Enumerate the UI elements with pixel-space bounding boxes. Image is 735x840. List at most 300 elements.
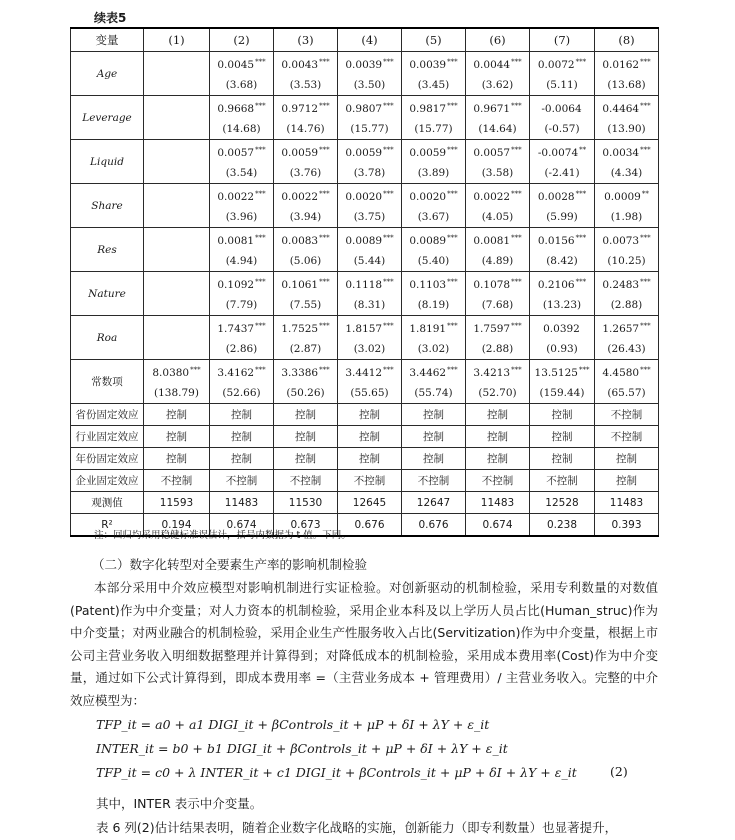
coefficient-value: 1.7437 bbox=[217, 323, 255, 335]
table-cell: 不控制 bbox=[530, 470, 595, 492]
body-paragraph: 本部分采用中介效应模型对影响机制进行实证检验。对创新驱动的机制检验，采用专利数量的对数值(Patent)作为中介变量；对人力资本的机制检验，采用企业本科及以上学历人员占比(Human_struc)作为中介变量；对两业融合的机制检验，采用企业生产性服务收入占比(Servitization)作为中介变量，根据上市公司主营业务收入明细数据整理并计算得到；对降低成本的机制检验，采用成本费用率(Cost)作为中介变量，通过如下公式计算得到，即成本费用率 =（主营业务成本 + 管理费用）/ 主营业务收入。完整的中介效应模型为： bbox=[70, 580, 658, 708]
significance-stars: *** bbox=[575, 278, 587, 286]
body-line: 表 6 列(2)估计结果表明，随着企业数字化战略的实施，创新能力（即专利数量）也显著提升， bbox=[96, 820, 618, 835]
t-statistic: (3.02) bbox=[417, 343, 450, 355]
coefficient-value: 0.1092 bbox=[217, 279, 255, 291]
t-statistic: (5.99) bbox=[546, 211, 578, 223]
table-cell: 不控制 bbox=[274, 470, 338, 492]
significance-stars: *** bbox=[511, 190, 522, 198]
row-label: 年份固定效应 bbox=[71, 448, 144, 470]
significance-stars: *** bbox=[319, 190, 330, 198]
coefficient-value: 0.9668 bbox=[217, 103, 255, 115]
coefficient-value: 0.1078 bbox=[473, 279, 511, 291]
significance-stars: *** bbox=[511, 146, 522, 154]
header-cell: (6) bbox=[466, 28, 530, 52]
t-statistic: (1.98) bbox=[610, 211, 643, 223]
coefficient-cell bbox=[144, 360, 210, 404]
coefficient-value: 1.8157 bbox=[345, 323, 383, 335]
significance-stars: *** bbox=[447, 58, 458, 66]
header-cell: (1) bbox=[144, 28, 210, 52]
variable-name: 常数项 bbox=[71, 360, 144, 404]
table-cell: 控制 bbox=[402, 404, 466, 426]
t-statistic: (3.67) bbox=[417, 211, 450, 223]
coefficient-cell bbox=[144, 228, 210, 272]
significance-stars: *** bbox=[640, 234, 651, 242]
coefficient-cell bbox=[338, 52, 402, 96]
table-row bbox=[71, 228, 659, 272]
table-cell: 12528 bbox=[530, 492, 595, 514]
coefficient-value: 0.0022 bbox=[473, 191, 511, 203]
coefficient-value: 0.0039 bbox=[345, 59, 383, 71]
significance-stars: *** bbox=[383, 234, 394, 242]
coefficient-cell bbox=[530, 52, 595, 96]
coefficient-cell bbox=[530, 96, 595, 140]
table-cell: 控制 bbox=[338, 404, 402, 426]
coefficient-value: 1.7597 bbox=[473, 323, 511, 335]
coefficient-cell bbox=[274, 52, 338, 96]
table-row bbox=[71, 272, 659, 316]
table-row bbox=[71, 448, 659, 470]
coefficient-value: 8.0380 bbox=[152, 367, 190, 379]
t-statistic: (13.90) bbox=[607, 123, 646, 135]
coefficient-cell bbox=[338, 316, 402, 360]
t-statistic: (7.55) bbox=[289, 299, 322, 311]
row-label: 行业固定效应 bbox=[71, 426, 144, 448]
coefficient-cell bbox=[595, 184, 659, 228]
coefficient-cell bbox=[530, 272, 595, 316]
coefficient-value: 0.0089 bbox=[345, 235, 383, 247]
coefficient-cell bbox=[595, 228, 659, 272]
coefficient-value: 3.4412 bbox=[345, 367, 383, 379]
coefficient-cell bbox=[338, 140, 402, 184]
coefficient-value: 0.0020 bbox=[409, 191, 447, 203]
coefficient-value: 0.0089 bbox=[409, 235, 447, 247]
coefficient-value: 0.0022 bbox=[281, 191, 319, 203]
t-statistic: (3.78) bbox=[353, 167, 386, 179]
table-cell: 11530 bbox=[274, 492, 338, 514]
significance-stars: *** bbox=[511, 366, 522, 374]
coefficient-value: 0.0059 bbox=[409, 147, 447, 159]
t-statistic: (14.76) bbox=[286, 123, 325, 135]
table-cell: 0.676 bbox=[338, 514, 402, 537]
coefficient-value: 0.4464 bbox=[602, 103, 640, 115]
t-statistic: (15.77) bbox=[414, 123, 453, 135]
coefficient-value: 0.9807 bbox=[345, 103, 383, 115]
t-statistic: (7.79) bbox=[225, 299, 258, 311]
significance-stars: *** bbox=[511, 102, 522, 110]
significance-stars: *** bbox=[319, 146, 330, 154]
coefficient-cell bbox=[595, 96, 659, 140]
table-cell: 0.393 bbox=[595, 514, 659, 537]
significance-stars: ** bbox=[641, 190, 649, 198]
header-cell: (7) bbox=[530, 28, 595, 52]
coefficient-cell bbox=[210, 272, 274, 316]
table-cell: 控制 bbox=[530, 426, 595, 448]
coefficient-value: 3.4213 bbox=[473, 367, 511, 379]
t-statistic: (5.06) bbox=[289, 255, 322, 267]
significance-stars: *** bbox=[319, 102, 330, 110]
significance-stars: *** bbox=[383, 322, 394, 330]
significance-stars: *** bbox=[255, 322, 266, 330]
significance-stars: *** bbox=[319, 234, 330, 242]
coefficient-value: 0.0045 bbox=[217, 59, 255, 71]
t-statistic: (-0.57) bbox=[544, 123, 580, 135]
coefficient-cell bbox=[210, 96, 274, 140]
significance-stars: *** bbox=[511, 58, 522, 66]
t-statistic: (7.68) bbox=[481, 299, 514, 311]
t-statistic: (3.02) bbox=[353, 343, 386, 355]
table-row bbox=[71, 140, 659, 184]
section-title: （二）数字化转型对全要素生产率的影响机制检验 bbox=[92, 557, 368, 572]
coefficient-cell bbox=[466, 272, 530, 316]
table-cell: 控制 bbox=[402, 448, 466, 470]
significance-stars: *** bbox=[255, 58, 266, 66]
table-cell: 不控制 bbox=[595, 426, 659, 448]
coefficient-cell bbox=[530, 316, 595, 360]
significance-stars: *** bbox=[640, 366, 651, 374]
coefficient-value: 0.0156 bbox=[537, 235, 575, 247]
t-statistic: (8.31) bbox=[353, 299, 386, 311]
coefficient-cell bbox=[466, 228, 530, 272]
t-statistic: (2.87) bbox=[289, 343, 322, 355]
coefficient-value: 0.0034 bbox=[602, 147, 640, 159]
significance-stars: *** bbox=[319, 366, 330, 374]
coefficient-cell bbox=[144, 184, 210, 228]
coefficient-value: -0.0074 bbox=[537, 147, 579, 159]
coefficient-value: 4.4580 bbox=[602, 367, 640, 379]
significance-stars: *** bbox=[383, 366, 394, 374]
row-label: R² bbox=[71, 514, 144, 537]
table-cell: 11483 bbox=[466, 492, 530, 514]
coefficient-value: 0.0083 bbox=[281, 235, 319, 247]
t-statistic: (159.44) bbox=[539, 387, 585, 399]
significance-stars: *** bbox=[640, 102, 651, 110]
t-statistic: (3.96) bbox=[225, 211, 258, 223]
significance-stars: *** bbox=[640, 278, 651, 286]
coefficient-cell bbox=[402, 360, 466, 404]
table-cell: 控制 bbox=[274, 426, 338, 448]
significance-stars: *** bbox=[575, 234, 587, 242]
coefficient-value: 0.1061 bbox=[281, 279, 319, 291]
table-cell: 0.194 bbox=[144, 514, 210, 537]
coefficient-cell bbox=[274, 272, 338, 316]
coefficient-value: 0.0044 bbox=[473, 59, 511, 71]
coefficient-cell bbox=[402, 272, 466, 316]
equation-inter: INTER_it = b0 + b1 DIGI_it + βControls_it + μP + δI + λY + ε_it bbox=[96, 741, 508, 756]
header-cell: (5) bbox=[402, 28, 466, 52]
coefficient-cell bbox=[466, 316, 530, 360]
coefficient-value: 0.0028 bbox=[537, 191, 575, 203]
variable-name: Liquid bbox=[71, 140, 144, 184]
coefficient-value: 0.0081 bbox=[217, 235, 255, 247]
t-statistic: (52.66) bbox=[222, 387, 261, 399]
significance-stars: *** bbox=[511, 234, 522, 242]
table-cell: 11483 bbox=[210, 492, 274, 514]
coefficient-value: 0.1118 bbox=[345, 279, 383, 291]
coefficient-cell bbox=[274, 96, 338, 140]
t-statistic: (0.93) bbox=[546, 343, 578, 355]
significance-stars: *** bbox=[447, 190, 458, 198]
variable-name: Roa bbox=[71, 316, 144, 360]
coefficient-value: 0.1103 bbox=[409, 279, 447, 291]
equation-number: (2) bbox=[610, 764, 628, 779]
equation-tfp-mediated: TFP_it = c0 + λ INTER_it + c1 DIGI_it + βControls_it + μP + δI + λY + ε_it bbox=[96, 765, 577, 780]
table-cell: 控制 bbox=[144, 448, 210, 470]
table-row bbox=[71, 492, 659, 514]
coefficient-cell bbox=[210, 184, 274, 228]
coefficient-cell bbox=[466, 140, 530, 184]
t-statistic: (3.68) bbox=[225, 79, 258, 91]
significance-stars: *** bbox=[255, 146, 266, 154]
table-row bbox=[71, 52, 659, 96]
table-row bbox=[71, 316, 659, 360]
significance-stars: *** bbox=[383, 190, 394, 198]
variable-name: Leverage bbox=[71, 96, 144, 140]
coefficient-cell bbox=[144, 140, 210, 184]
t-statistic: (8.19) bbox=[417, 299, 450, 311]
coefficient-value: 0.0039 bbox=[409, 59, 447, 71]
significance-stars: *** bbox=[578, 366, 590, 374]
coefficient-cell bbox=[402, 184, 466, 228]
table-cell: 控制 bbox=[210, 426, 274, 448]
significance-stars: *** bbox=[383, 102, 394, 110]
coefficient-value: 0.2483 bbox=[602, 279, 640, 291]
coefficient-value: 0.0392 bbox=[543, 323, 580, 335]
table-cell: 0.674 bbox=[466, 514, 530, 537]
t-statistic: (5.40) bbox=[417, 255, 450, 267]
significance-stars: *** bbox=[575, 58, 587, 66]
variable-name: Share bbox=[71, 184, 144, 228]
table-note: 注：回归均采用稳健标准误估计，括号内数据为 t 值。下同。 bbox=[94, 530, 351, 541]
header-cell: (8) bbox=[595, 28, 659, 52]
coefficient-cell bbox=[595, 52, 659, 96]
coefficient-value: 0.0022 bbox=[217, 191, 255, 203]
t-statistic: (3.62) bbox=[481, 79, 514, 91]
significance-stars: *** bbox=[640, 322, 651, 330]
t-statistic: (3.45) bbox=[417, 79, 450, 91]
table-cell: 控制 bbox=[466, 426, 530, 448]
t-statistic: (5.11) bbox=[546, 79, 578, 91]
row-label: 省份固定效应 bbox=[71, 404, 144, 426]
table-cell: 控制 bbox=[530, 448, 595, 470]
t-statistic: (13.23) bbox=[542, 299, 582, 311]
significance-stars: *** bbox=[447, 366, 458, 374]
coefficient-cell bbox=[274, 316, 338, 360]
table-cell: 控制 bbox=[466, 448, 530, 470]
significance-stars: *** bbox=[383, 278, 394, 286]
row-label: 企业固定效应 bbox=[71, 470, 144, 492]
coefficient-value: 3.4462 bbox=[409, 367, 447, 379]
coefficient-cell bbox=[210, 360, 274, 404]
coefficient-value: 0.0072 bbox=[537, 59, 575, 71]
significance-stars: *** bbox=[255, 278, 266, 286]
table-cell: 不控制 bbox=[210, 470, 274, 492]
header-cell: 变量 bbox=[71, 28, 144, 52]
t-statistic: (55.65) bbox=[350, 387, 389, 399]
coefficient-cell bbox=[144, 52, 210, 96]
table-cell: 0.676 bbox=[402, 514, 466, 537]
table-cell: 控制 bbox=[274, 404, 338, 426]
t-statistic: (15.77) bbox=[350, 123, 389, 135]
variable-name: Nature bbox=[71, 272, 144, 316]
coefficient-value: 3.4162 bbox=[217, 367, 255, 379]
t-statistic: (4.94) bbox=[225, 255, 258, 267]
table-cell: 控制 bbox=[402, 426, 466, 448]
t-statistic: (4.89) bbox=[481, 255, 514, 267]
coefficient-value: 1.2657 bbox=[602, 323, 640, 335]
coefficient-value: 1.8191 bbox=[409, 323, 447, 335]
t-statistic: (55.74) bbox=[414, 387, 453, 399]
significance-stars: ** bbox=[579, 146, 587, 154]
coefficient-value: 0.0162 bbox=[602, 59, 640, 71]
coefficient-value: 13.5125 bbox=[534, 367, 578, 379]
coefficient-value: 0.9671 bbox=[473, 103, 511, 115]
coefficient-value: 0.0020 bbox=[345, 191, 383, 203]
coefficient-cell bbox=[530, 140, 595, 184]
table-cell: 控制 bbox=[466, 404, 530, 426]
table-cell: 不控制 bbox=[402, 470, 466, 492]
equation-tfp: TFP_it = a0 + a1 DIGI_it + βControls_it + μP + δI + λY + ε_it bbox=[96, 717, 490, 732]
significance-stars: *** bbox=[383, 146, 394, 154]
coefficient-cell bbox=[466, 360, 530, 404]
coefficient-cell bbox=[466, 184, 530, 228]
t-statistic: (3.94) bbox=[289, 211, 322, 223]
coefficient-value: 0.0009 bbox=[604, 191, 641, 203]
coefficient-value: 0.9817 bbox=[409, 103, 447, 115]
table-cell: 12645 bbox=[338, 492, 402, 514]
table-row bbox=[71, 404, 659, 426]
regression-table bbox=[70, 27, 659, 537]
t-statistic: (26.43) bbox=[607, 343, 646, 355]
row-label: 观测值 bbox=[71, 492, 144, 514]
coefficient-cell bbox=[210, 316, 274, 360]
coefficient-cell bbox=[402, 316, 466, 360]
table-cell: 11593 bbox=[144, 492, 210, 514]
table-header-row bbox=[71, 28, 659, 52]
coefficient-cell bbox=[530, 228, 595, 272]
table-row bbox=[71, 96, 659, 140]
t-statistic: (8.42) bbox=[546, 255, 578, 267]
coefficient-cell bbox=[144, 272, 210, 316]
table-cell: 不控制 bbox=[144, 470, 210, 492]
t-statistic: (14.68) bbox=[222, 123, 261, 135]
table-cell: 11483 bbox=[595, 492, 659, 514]
header-cell: (4) bbox=[338, 28, 402, 52]
table-cell: 控制 bbox=[210, 404, 274, 426]
t-statistic: (52.70) bbox=[478, 387, 517, 399]
coefficient-cell bbox=[144, 96, 210, 140]
coefficient-cell bbox=[274, 140, 338, 184]
significance-stars: *** bbox=[447, 278, 458, 286]
coefficient-cell bbox=[402, 96, 466, 140]
significance-stars: *** bbox=[255, 234, 266, 242]
t-statistic: (10.25) bbox=[607, 255, 646, 267]
t-statistic: (5.44) bbox=[353, 255, 386, 267]
coefficient-value: 0.0059 bbox=[345, 147, 383, 159]
table-row bbox=[71, 426, 659, 448]
body-line: 其中，INTER 表示中介变量。 bbox=[96, 796, 263, 811]
coefficient-value: 0.0073 bbox=[602, 235, 640, 247]
significance-stars: *** bbox=[447, 234, 458, 242]
table-cell: 控制 bbox=[595, 448, 659, 470]
significance-stars: *** bbox=[447, 146, 458, 154]
coefficient-value: 0.2106 bbox=[537, 279, 575, 291]
table-cell: 不控制 bbox=[595, 404, 659, 426]
significance-stars: *** bbox=[511, 278, 522, 286]
significance-stars: *** bbox=[255, 102, 266, 110]
coefficient-cell bbox=[595, 140, 659, 184]
t-statistic: (4.05) bbox=[481, 211, 514, 223]
table-cell: 控制 bbox=[274, 448, 338, 470]
table-row bbox=[71, 184, 659, 228]
coefficient-cell bbox=[402, 228, 466, 272]
t-statistic: (14.64) bbox=[478, 123, 517, 135]
coefficient-cell bbox=[274, 360, 338, 404]
coefficient-value: 3.3386 bbox=[281, 367, 319, 379]
coefficient-cell bbox=[595, 316, 659, 360]
coefficient-cell bbox=[402, 140, 466, 184]
t-statistic: (3.54) bbox=[225, 167, 258, 179]
table-row bbox=[71, 360, 659, 404]
coefficient-cell bbox=[466, 52, 530, 96]
table-cell: 不控制 bbox=[466, 470, 530, 492]
table-row bbox=[71, 470, 659, 492]
table-cell: 0.674 bbox=[210, 514, 274, 537]
header-cell: (2) bbox=[210, 28, 274, 52]
table-cell: 控制 bbox=[595, 470, 659, 492]
coefficient-cell bbox=[338, 272, 402, 316]
table-cell: 控制 bbox=[144, 404, 210, 426]
header-cell: (3) bbox=[274, 28, 338, 52]
coefficient-cell bbox=[144, 316, 210, 360]
t-statistic: (-2.41) bbox=[544, 167, 580, 179]
t-statistic: (2.88) bbox=[610, 299, 643, 311]
coefficient-cell bbox=[530, 184, 595, 228]
table-cell: 不控制 bbox=[338, 470, 402, 492]
coefficient-cell bbox=[274, 184, 338, 228]
coefficient-cell bbox=[338, 228, 402, 272]
t-statistic: (2.86) bbox=[225, 343, 258, 355]
coefficient-cell bbox=[338, 96, 402, 140]
t-statistic: (3.89) bbox=[417, 167, 450, 179]
coefficient-cell bbox=[595, 272, 659, 316]
coefficient-cell bbox=[274, 228, 338, 272]
significance-stars: *** bbox=[511, 322, 522, 330]
table-caption: 续表5 bbox=[94, 11, 127, 25]
significance-stars: *** bbox=[319, 278, 330, 286]
significance-stars: *** bbox=[447, 102, 458, 110]
t-statistic: (3.76) bbox=[289, 167, 322, 179]
coefficient-cell bbox=[530, 360, 595, 404]
coefficient-value: 0.0043 bbox=[281, 59, 319, 71]
significance-stars: *** bbox=[190, 366, 201, 374]
t-statistic: (3.75) bbox=[353, 211, 386, 223]
coefficient-cell bbox=[466, 96, 530, 140]
t-statistic: (65.57) bbox=[607, 387, 646, 399]
coefficient-cell bbox=[210, 52, 274, 96]
t-statistic: (50.26) bbox=[286, 387, 325, 399]
significance-stars: *** bbox=[640, 146, 651, 154]
table-cell: 0.673 bbox=[274, 514, 338, 537]
table-cell: 控制 bbox=[210, 448, 274, 470]
t-statistic: (138.79) bbox=[154, 387, 199, 399]
coefficient-value: 1.7525 bbox=[281, 323, 319, 335]
significance-stars: *** bbox=[255, 366, 266, 374]
coefficient-value: 0.9712 bbox=[281, 103, 319, 115]
significance-stars: *** bbox=[319, 322, 330, 330]
table-cell: 12647 bbox=[402, 492, 466, 514]
table-cell: 0.238 bbox=[530, 514, 595, 537]
